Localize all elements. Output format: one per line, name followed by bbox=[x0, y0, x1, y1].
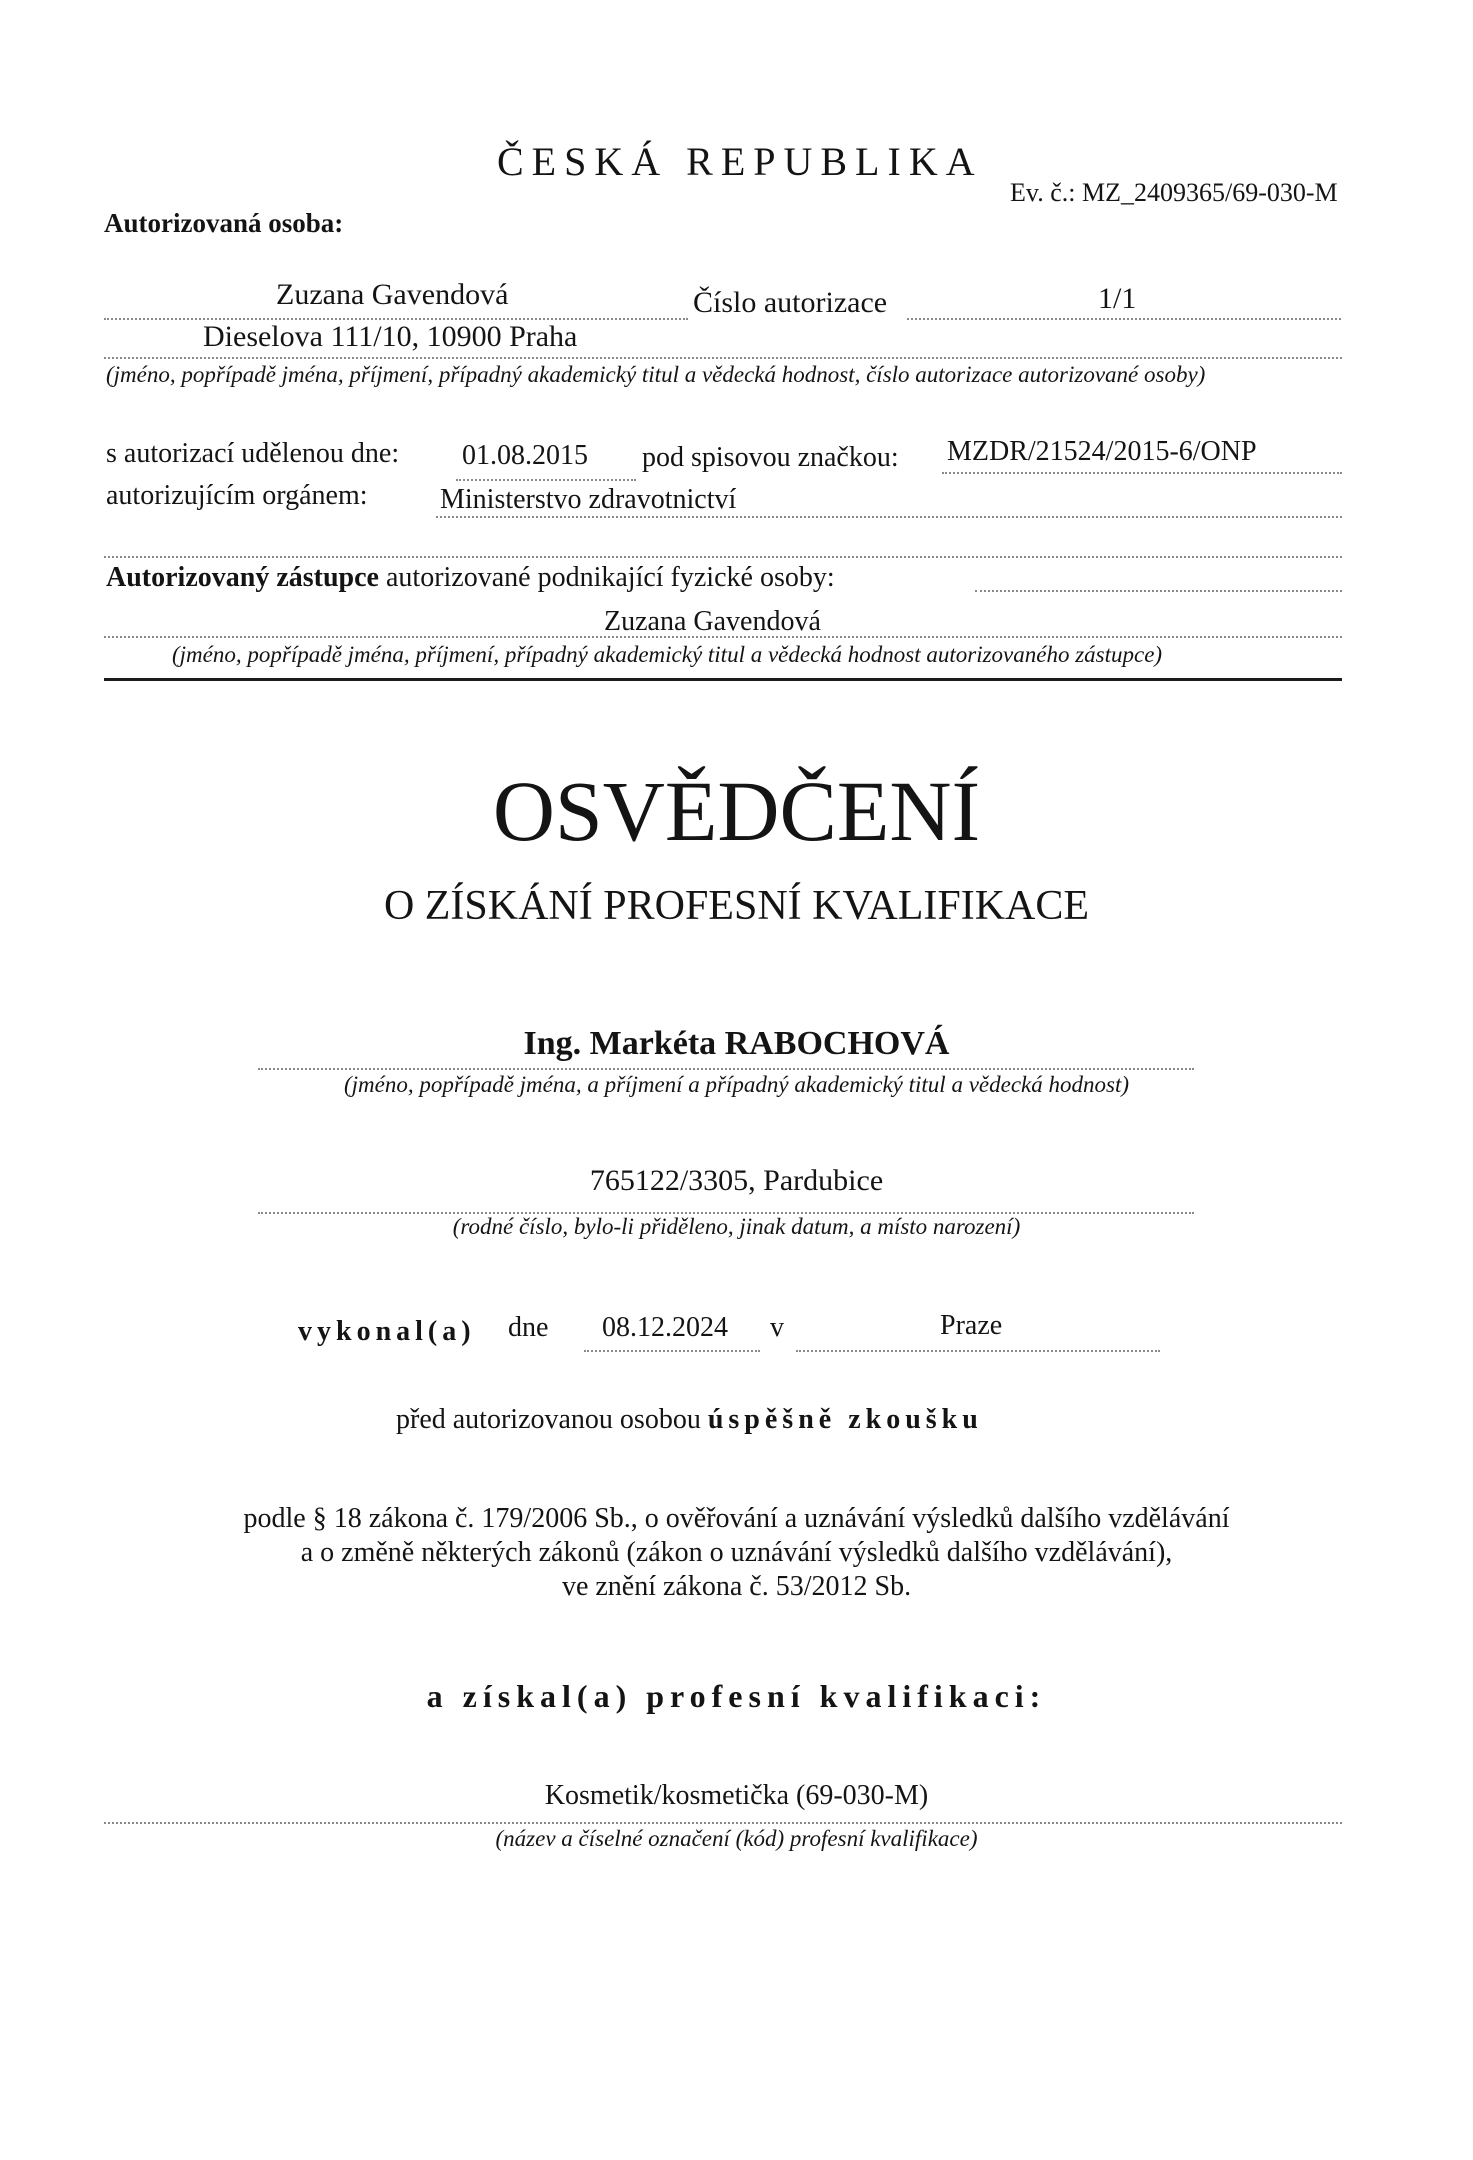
dotted-line bbox=[104, 556, 1342, 558]
authorized-person-name: Zuzana Gavendová bbox=[276, 278, 509, 311]
representative-label bbox=[106, 562, 835, 594]
authority-name: Ministerstvo zdravotnictví bbox=[440, 484, 737, 515]
granted-label: s autorizací udělenou dne: bbox=[106, 438, 400, 469]
granted-date: 01.08.2015 bbox=[462, 440, 588, 471]
representative-name: Zuzana Gavendová bbox=[604, 606, 821, 637]
dotted-line bbox=[104, 1822, 1342, 1824]
qualification-name: Kosmetik/kosmetička (69-030-M) bbox=[544, 1780, 929, 1811]
authorization-number: 1/1 bbox=[1098, 282, 1137, 315]
before-text: před autorizovanou osobou bbox=[396, 1404, 701, 1435]
evidence-value: MZ_2409365/69-030-M bbox=[1081, 178, 1338, 207]
file-number-label: pod spisovou značkou: bbox=[642, 442, 899, 473]
section-divider bbox=[104, 678, 1342, 681]
authority-label: autorizujícím orgánem: bbox=[106, 480, 368, 511]
obtained-label: a získal(a) profesní kvalifikaci: bbox=[426, 1678, 1047, 1714]
certificate-title: OSVĚDČENÍ bbox=[492, 763, 981, 859]
representative-label-bold: Autorizovaný zástupce bbox=[106, 562, 379, 593]
exam-date: 08.12.2024 bbox=[602, 1312, 728, 1343]
authorized-person-address: Dieselova 111/10, 10900 Praha bbox=[203, 320, 578, 353]
dotted-line bbox=[258, 1068, 1194, 1070]
place-label: v bbox=[770, 1312, 784, 1343]
authorized-person-label: Autorizovaná osoba: bbox=[104, 208, 344, 238]
dotted-line bbox=[942, 472, 1342, 474]
exam-place: Praze bbox=[940, 1310, 1003, 1341]
dotted-line bbox=[584, 1350, 760, 1352]
before-authorized-person-text bbox=[396, 1404, 983, 1436]
law-line-2: a o změně některých zákonů (zákon o uznávání výsledků dalšího vzdělávání), bbox=[300, 1537, 1173, 1568]
success-text: úspěšně zkoušku bbox=[707, 1404, 983, 1435]
performed-label: vykonal(a) bbox=[298, 1316, 476, 1347]
qualification-caption: (název a číselné označení (kód) profesní kvalifikace) bbox=[495, 1826, 978, 1851]
dotted-line bbox=[436, 516, 1342, 518]
dotted-line bbox=[796, 1350, 1160, 1352]
law-line-3: ve znění zákona č. 53/2012 Sb. bbox=[561, 1571, 912, 1602]
dotted-line bbox=[104, 636, 1342, 638]
country-heading: ČESKÁ REPUBLIKA bbox=[497, 139, 983, 184]
date-label: dne bbox=[508, 1312, 549, 1343]
birth-info: 765122/3305, Pardubice bbox=[589, 1164, 884, 1197]
holder-caption: (jméno, popřípadě jména, a příjmení a případný akademický titul a vědecká hodnost) bbox=[343, 1072, 1129, 1097]
certificate-subtitle: O ZÍSKÁNÍ PROFESNÍ KVALIFIKACE bbox=[383, 883, 1090, 929]
representative-label-rest: autorizované podnikající fyzické osoby: bbox=[385, 562, 835, 593]
evidence-number bbox=[1010, 178, 1338, 208]
law-line-1: podle § 18 zákona č. 179/2006 Sb., o ověřování a uznávání výsledků dalšího vzdělávání bbox=[243, 1503, 1230, 1534]
holder-name: Ing. Markéta RABOCHOVÁ bbox=[523, 1025, 950, 1062]
birth-caption: (rodné číslo, bylo-li přiděleno, jinak datum, a místo narození) bbox=[452, 1214, 1021, 1239]
file-number: MZDR/21524/2015-6/ONP bbox=[947, 436, 1257, 467]
authorization-number-label: Číslo autorizace bbox=[693, 286, 888, 319]
dotted-line bbox=[975, 590, 1342, 592]
law-reference bbox=[0, 1502, 1473, 1604]
dotted-line bbox=[456, 479, 636, 481]
dotted-line bbox=[104, 357, 1342, 359]
evidence-label: Ev. č.: bbox=[1010, 178, 1076, 207]
dotted-line bbox=[907, 318, 1341, 320]
authorized-person-caption: (jméno, popřípadě jména, příjmení, případný akademický titul a vědecká hodnost, číslo autorizace autorizované osoby) bbox=[106, 362, 1206, 387]
representative-caption: (jméno, popřípadě jména, příjmení, případný akademický titul a vědecká hodnost autorizovaného zástupce) bbox=[172, 642, 1163, 667]
